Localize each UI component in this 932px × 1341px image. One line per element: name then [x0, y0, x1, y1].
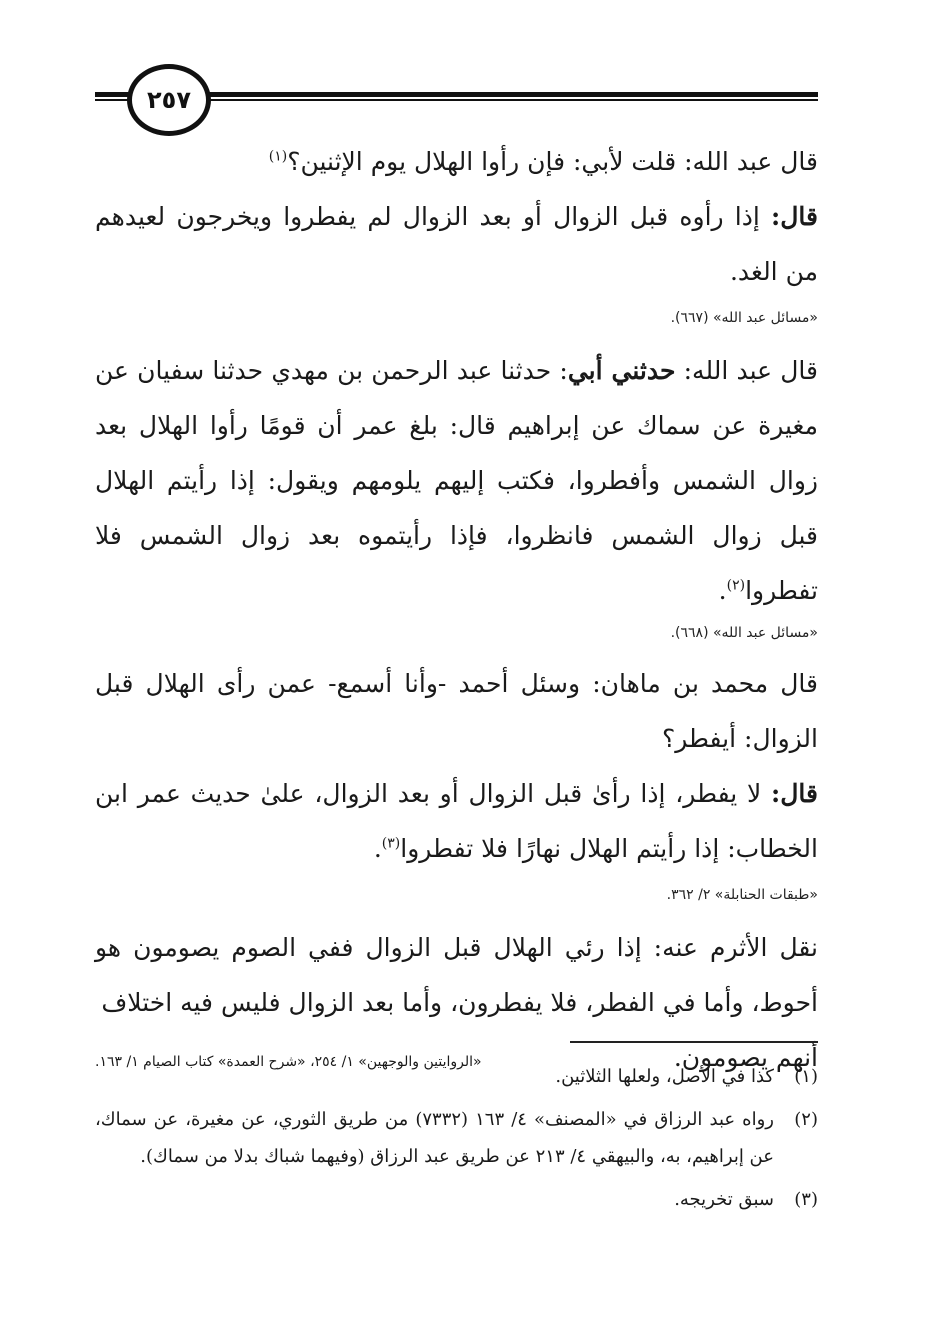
footnote-text: سبق تخريجه.: [674, 1189, 774, 1210]
footnote-number: (١): [794, 1066, 818, 1087]
footnote-divider: [570, 1041, 818, 1043]
footnote-number: (٢): [794, 1109, 818, 1130]
paragraph-4: قال محمد بن ماهان: وسئل أحمد -وأنا أسمع- عمن رأى الهلال قبل الزوال: أيفطر؟: [95, 669, 818, 753]
speaker-label: قال:: [771, 202, 818, 231]
footnote-ref-1[interactable]: (١): [268, 148, 288, 165]
footnote-item: [95, 1058, 818, 1095]
source-citation: «الروايتين والوجهين» ١/ ٢٥٤، «شرح العمدة» كتاب الصيام ١/ ١٦٣.: [95, 1054, 482, 1070]
paragraph-5: قال: لا يفطر، إذا رأىٰ قبل الزوال أو بعد الزوال، علىٰ حديث عمر ابن الخطاب: إذا رأيتم الهلال نهارًا فلا تفطروا$^{(٣)}$.: [95, 779, 818, 863]
footnote-item: [95, 1181, 818, 1218]
paragraph-1: قال عبد الله: قلت لأبي: فإن رأوا الهلال يوم الإثنين؟$^{(١)}$: [268, 147, 818, 176]
paragraph-6: نقل الأثرم عنه: إذا رئي الهلال قبل الزوال ففي الصوم يصومون هو أحوط، وأما في الفطر، فلا يفطرون، وأما بعد الزوال فليس فيه اختلاف: [95, 933, 818, 1017]
source-citation: «مسائل عبد الله» (٦٦٧).: [670, 310, 818, 326]
footnotes: [95, 1058, 818, 1224]
paragraph-2: قال: إذا رأوه قبل الزوال أو بعد الزوال لم يفطروا ويخرجون لعيدهم من الغد.: [95, 202, 818, 286]
footnote-item: [95, 1101, 818, 1175]
page-number: ٢٥٧: [127, 64, 211, 136]
footnote-ref-2[interactable]: (٢): [726, 577, 746, 594]
footnote-number: (٣): [794, 1189, 818, 1210]
source-citation: «طبقات الحنابلة» ٢/ ٣٦٢.: [666, 887, 818, 903]
source-citation: «مسائل عبد الله» (٦٦٨).: [670, 625, 818, 641]
speaker-label: قال:: [771, 779, 818, 808]
narrator-bold: حدثني أبي: [567, 356, 676, 385]
paragraph-3: قال عبد الله: حدثني أبي: حدثنا عبد الرحمن بن مهدي حدثنا سفيان عن مغيرة عن سماك عن إبراهيم قال: بلغ عمر أن قومًا رأوا الهلال بعد زوال الشمس وأفطروا، فكتب إليهم يلومهم ويقول: إذا رأيتم الهلال قبل زوال الشمس فانظروا، فإذا رأيتموه بعد زوال الشمس فلا تفطروا$^{(٢)}$.: [95, 356, 818, 605]
footnote-text: رواه عبد الرزاق في «المصنف» ٤/ ١٦٣ (٧٣٣٢) من طريق الثوري، عن مغيرة، عن سماك، عن إبراهيم، به، والبيهقي ٤/ ٢١٣ عن طريق عبد الرزاق (وفيهما شباك بدلا من سماك).: [95, 1109, 774, 1167]
paragraph-6-last-line: أنهم يصومون. «الروايتين والوجهين» ١/ ٢٥٤، «شرح العمدة» كتاب الصيام ١/ ١٦٣.: [95, 1030, 818, 1090]
footnote-text: كذا في الأصل، ولعلها الثلاثين.: [555, 1066, 774, 1087]
main-text: [95, 134, 818, 1090]
footnote-ref-3[interactable]: (٣): [381, 835, 401, 852]
